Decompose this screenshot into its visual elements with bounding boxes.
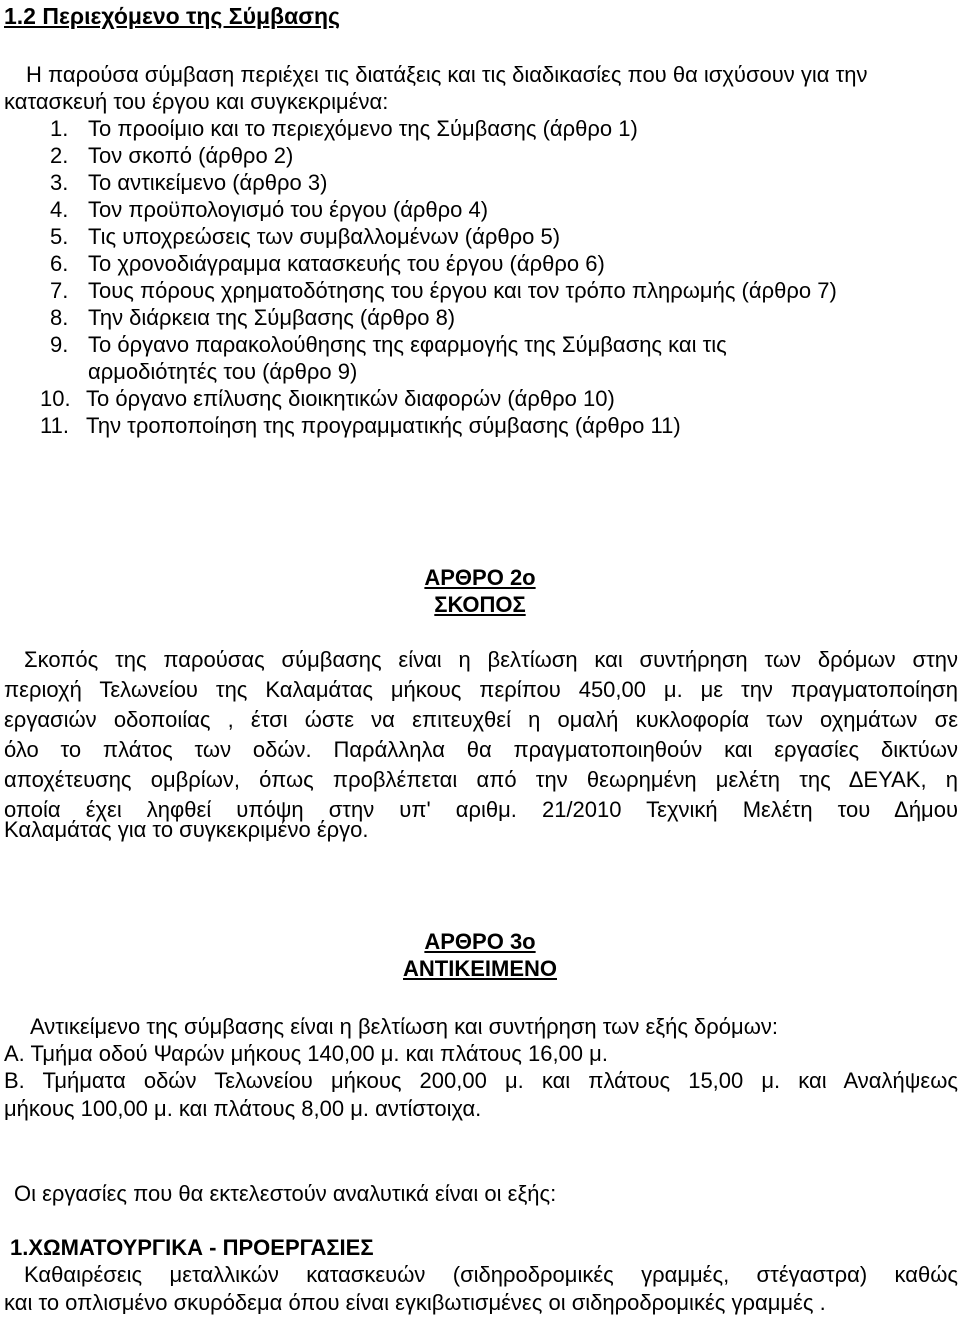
- paragraph-line: Σκοπός της παρούσας σύμβασης είναι η βελτίωση και συντήρηση των δρόμων στην: [24, 647, 958, 672]
- paragraph-line: οποία έχει ληφθεί υπόψη στην υπ' αριθμ. 21/2010 Τεχνική Μελέτη του Δήμου: [4, 797, 958, 822]
- list-item: [50, 116, 638, 142]
- list-item: [50, 332, 727, 358]
- works-intro: Οι εργασίες που θα εκτελεστούν αναλυτικά είναι οι εξής:: [14, 1181, 557, 1206]
- paragraph-line: περιοχή Τελωνείου της Καλαμάτας μήκους περίπου 450,00 μ. με την πραγματοποίηση: [4, 677, 958, 702]
- list-item: [50, 251, 605, 277]
- paragraph-line: όλο το πλάτος των οδών. Παράλληλα θα πραγματοποιηθούν και εργασίες δικτύων: [4, 737, 958, 762]
- list-item-number: 7.: [50, 278, 69, 303]
- paragraph-line: και το οπλισμένο σκυρόδεμα όπου είναι εγκιβωτισμένες οι σιδηροδρομικές γραμμές .: [4, 1290, 826, 1315]
- list-item-number: 10.: [40, 386, 71, 411]
- item-b-line: Β. Τμήματα οδών Τελωνείου μήκους 200,00 μ. και πλάτους 15,00 μ. και Αναλήψεως: [4, 1068, 958, 1093]
- list-item-text: Τους πόρους χρηματοδότησης του έργου και τον τρόπο πληρωμής (άρθρο 7): [88, 278, 837, 303]
- list-item-text: Την διάρκεια της Σύμβασης (άρθρο 8): [88, 305, 456, 330]
- list-item-text: Τον σκοπό (άρθρο 2): [88, 143, 294, 168]
- list-item-number: 3.: [50, 170, 69, 195]
- paragraph-line: εργασιών οδοποιίας , έτσι ώστε να επιτευχθεί η ομαλή κυκλοφορία των οχημάτων σε: [4, 707, 958, 732]
- article-3-subheading: ΑΝΤΙΚΕΙΜΕΝΟ: [403, 956, 557, 981]
- section-title: 1.2 Περιεχόμενο της Σύμβασης: [4, 3, 340, 29]
- list-item-number: 2.: [50, 143, 69, 168]
- list-item-continuation: αρμοδιότητές του (άρθρο 9): [88, 359, 358, 384]
- list-item-number: 11.: [40, 413, 69, 438]
- works-paragraph: [4, 1262, 958, 1288]
- list-item-number: 9.: [50, 332, 69, 357]
- item-a: Α. Τμήμα οδού Ψαρών μήκους 140,00 μ. και πλάτους 16,00 μ.: [4, 1041, 608, 1066]
- list-item-text: Το προοίμιο και το περιεχόμενο της Σύμβασης (άρθρο 1): [88, 116, 638, 141]
- article-3-intro: Αντικείμενο της σύμβασης είναι η βελτίωση και συντήρηση των εξής δρόμων:: [30, 1014, 779, 1039]
- list-item: [50, 305, 455, 331]
- item-b: [4, 1068, 958, 1094]
- article-2-heading: ΑΡΘΡΟ 2ο: [424, 565, 536, 590]
- list-item-number: 6.: [50, 251, 69, 276]
- list-item-text: Τις υποχρεώσεις των συμβαλλομένων (άρθρο 5): [88, 224, 561, 249]
- list-item-number: 4.: [50, 197, 69, 222]
- list-item: [50, 278, 837, 304]
- article-2-paragraph: [4, 647, 958, 823]
- list-item-text: Το αντικείμενο (άρθρο 3): [88, 170, 328, 195]
- list-item-number: 1.: [50, 116, 69, 141]
- paragraph-last-line: Καλαμάτας για το συγκεκριμένο έργο.: [4, 817, 369, 842]
- article-3-heading: ΑΡΘΡΟ 3ο: [424, 929, 536, 954]
- list-item: [50, 143, 293, 169]
- list-item-text: Την τροποποίηση της προγραμματικής σύμβασης (άρθρο 11): [86, 413, 681, 438]
- list-item-text: Το όργανο παρακολούθησης της εφαρμογής της Σύμβασης και τις: [88, 332, 727, 357]
- paragraph-line: Καθαιρέσεις μεταλλικών κατασκευών (σιδηροδρομικές γραμμές, στέγαστρα) καθώς: [24, 1262, 958, 1287]
- paragraph-line: αποχέτευσης ομβρίων, όπως προβλέπεται από την θεωρημένη μελέτη της ΔΕΥΑΚ, η: [4, 767, 958, 792]
- intro-line: κατασκευή του έργου και συγκεκριμένα:: [4, 89, 389, 114]
- intro-line: Η παρούσα σύμβαση περιέχει τις διατάξεις και τις διαδικασίες που θα ισχύσουν για την: [26, 62, 868, 87]
- list-item: [40, 413, 681, 439]
- list-item-text: Το χρονοδιάγραμμα κατασκευής του έργου (άρθρο 6): [88, 251, 605, 276]
- list-item: [50, 170, 327, 196]
- list-item: [40, 386, 615, 412]
- list-item: [50, 224, 560, 250]
- list-item-text: Τον προϋπολογισμό του έργου (άρθρο 4): [88, 197, 489, 222]
- list-item-text: Το όργανο επίλυσης διοικητικών διαφορών (άρθρο 10): [86, 386, 615, 411]
- item-b-line: μήκους 100,00 μ. και πλάτους 8,00 μ. αντίστοιχα.: [4, 1096, 482, 1121]
- list-item: [50, 197, 488, 223]
- works-heading: 1.ΧΩΜΑΤΟΥΡΓΙΚΑ - ΠΡΟΕΡΓΑΣΙΕΣ: [10, 1235, 374, 1260]
- list-item-number: 5.: [50, 224, 69, 249]
- list-item-number: 8.: [50, 305, 69, 330]
- article-2-subheading: ΣΚΟΠΟΣ: [434, 592, 526, 617]
